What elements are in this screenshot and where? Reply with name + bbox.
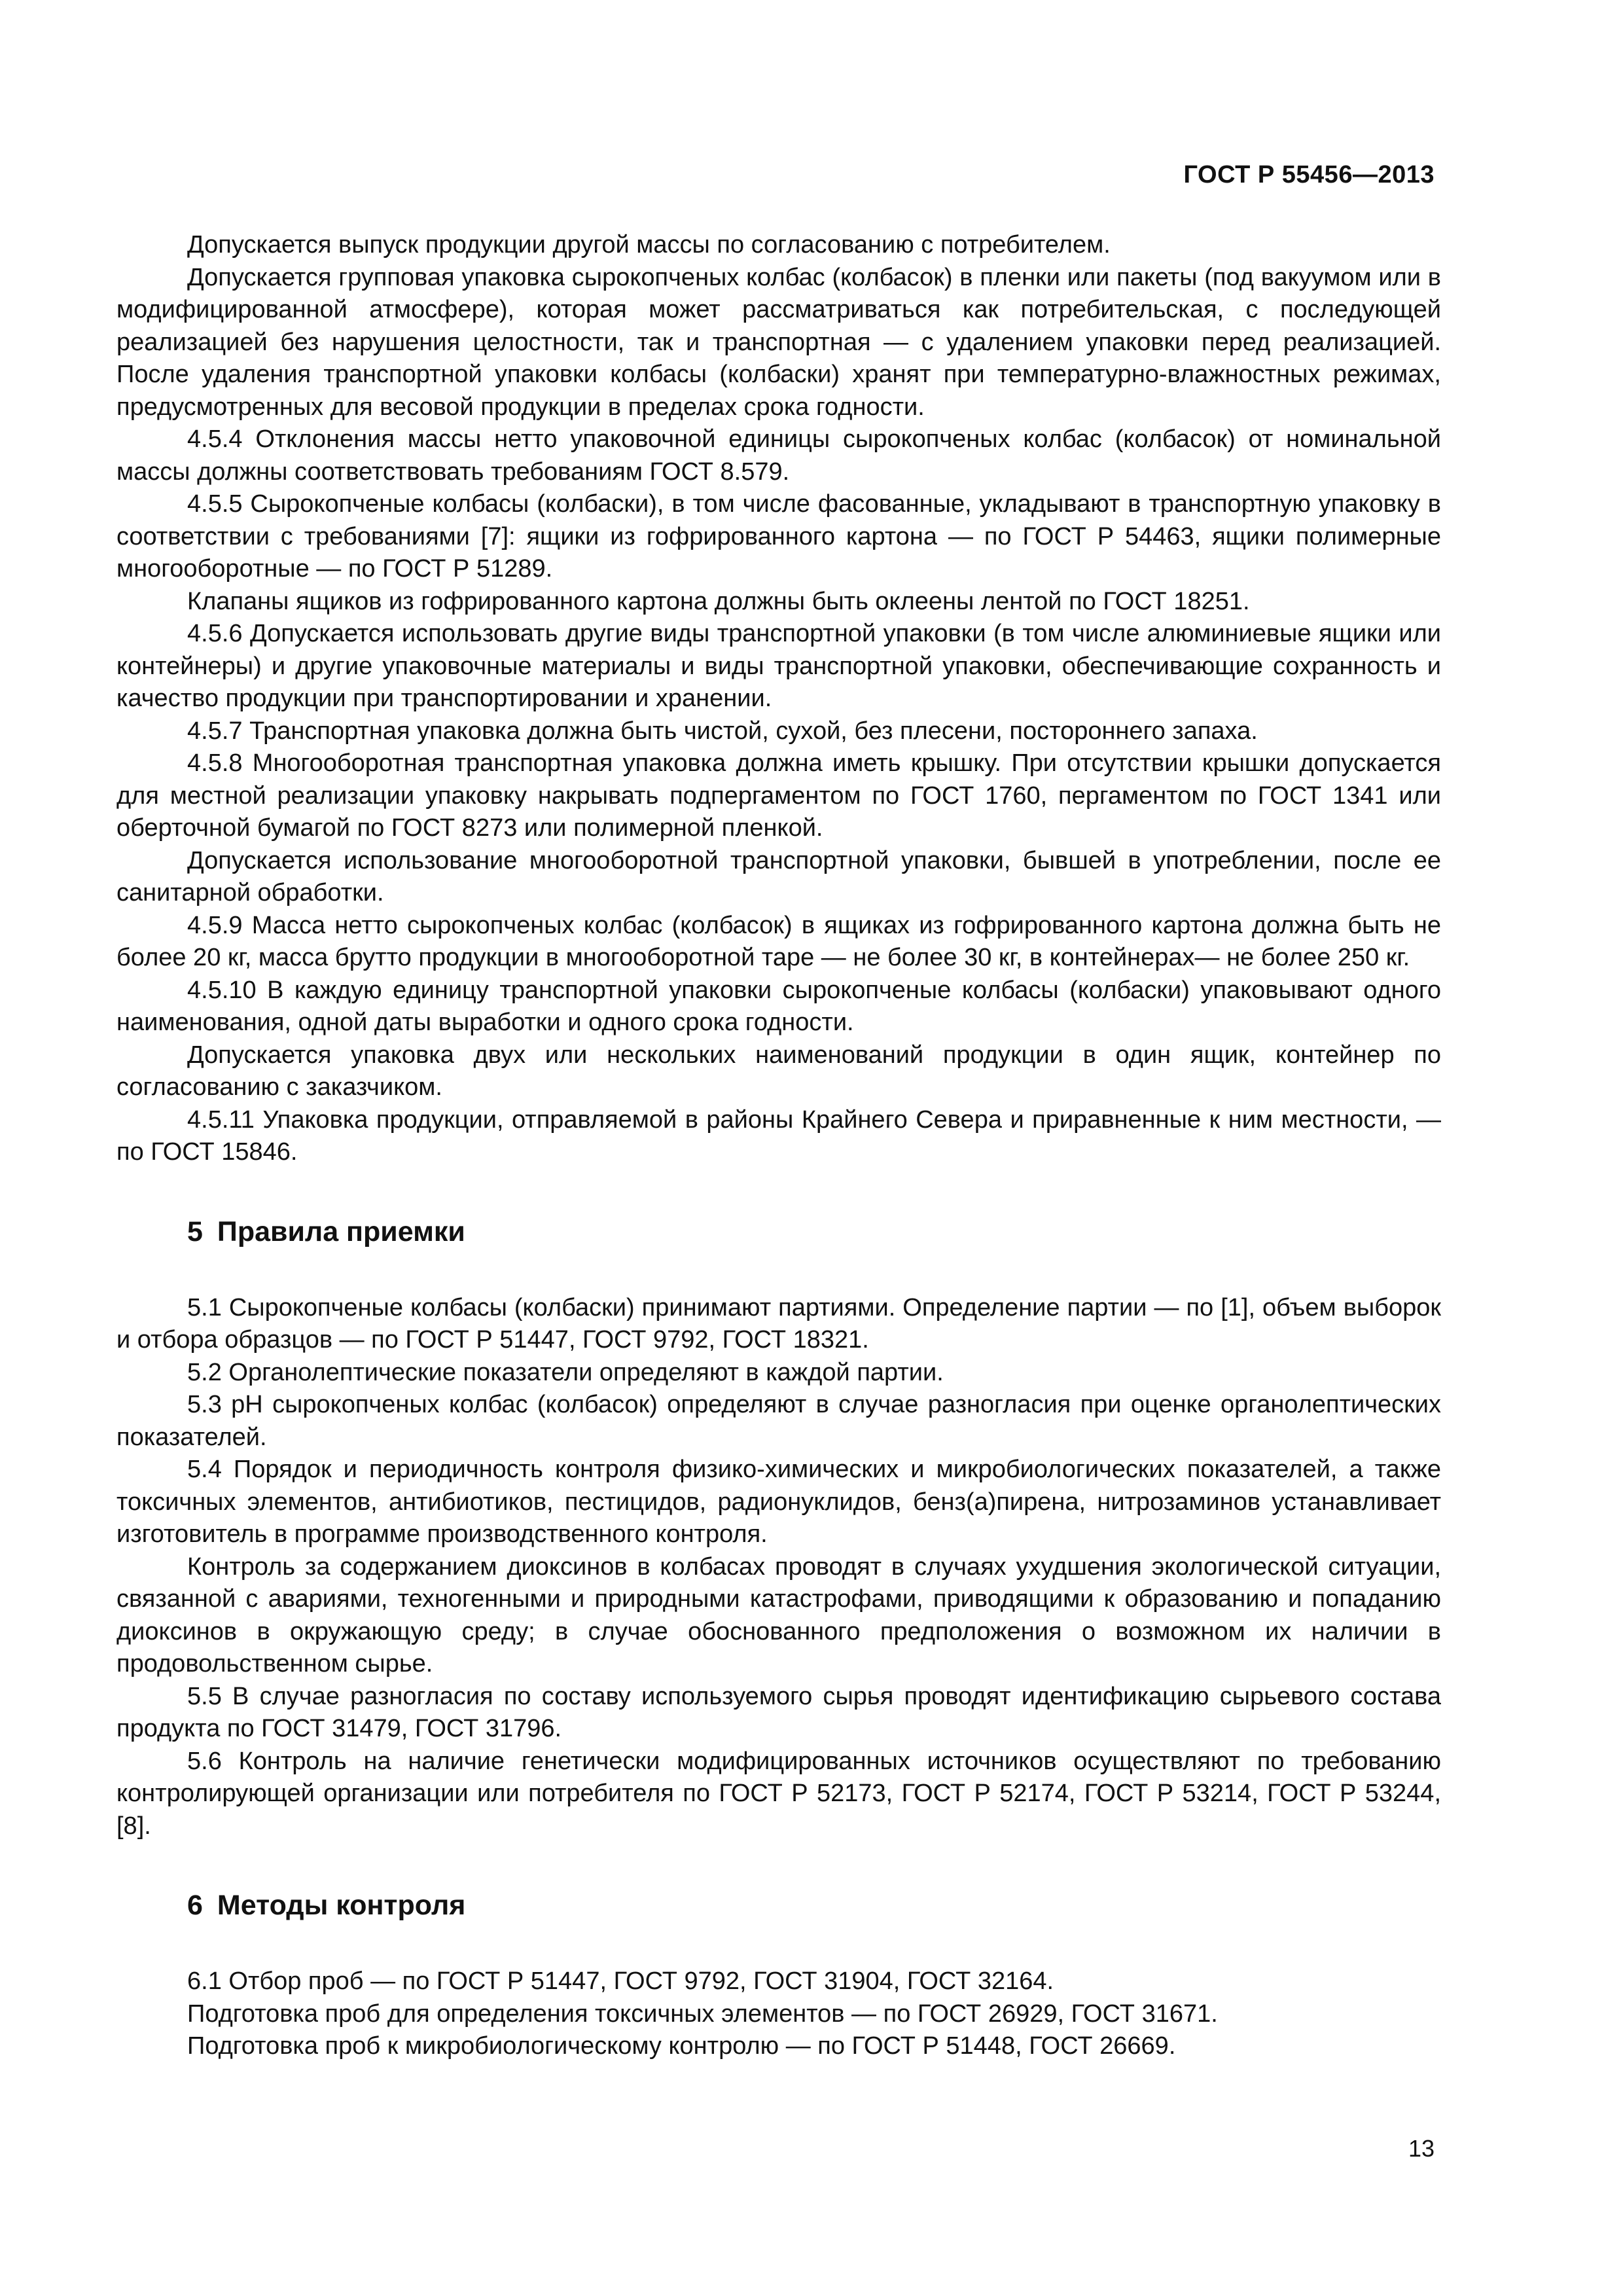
page-number: 13 xyxy=(1408,2135,1435,2162)
paragraph-5-1: 5.1 Сырокопченые колбасы (колбаски) принимают партиями. Определение партии — по [1], объем выборок и отбора образцов — по ГОСТ Р 51447, ГОСТ 9792, ГОСТ 18321. xyxy=(116,1293,1441,1354)
paragraph: Допускается групповая упаковка сырокопченых колбас (колбасок) в пленки или пакеты (под вакуумом или в модифицированной атмосфере), которая может рассматриваться как потребительская, с последующей реализацией без нарушения целостности, так и транспортная — с удалением упаковки перед реализацией. После удаления транспортной упаковки колбасы (колбаски) хранят при температурно-влажностных режимах, предусмотренных для весовой продукции в пределах срока годности. xyxy=(116,263,1441,421)
paragraph-4-5-6: 4.5.6 Допускается использовать другие виды транспортной упаковки (в том числе алюминиевые ящики или контейнеры) и другие упаковочные материалы и виды транспортной упаковки, обеспечивающие сохранность и качество продукции при транспортировании и хранении. xyxy=(116,620,1441,712)
paragraph: Допускается упаковка двух или нескольких наименований продукции в один ящик, контейнер по согласованию с заказчиком. xyxy=(116,1041,1441,1101)
section-6-number: 6 xyxy=(187,1890,203,1921)
paragraph: Клапаны ящиков из гофрированного картона должны быть оклеены лентой по ГОСТ 18251. xyxy=(187,587,1250,615)
section-5-heading xyxy=(116,1213,1441,1250)
paragraph-5-5: 5.5 В случае разногласия по составу используемого сырья проводят идентификацию сырьевого состава продукта по ГОСТ 31479, ГОСТ 31796. xyxy=(116,1682,1441,1742)
paragraph-5-2: 5.2 Органолептические показатели определяют в каждой партии. xyxy=(187,1358,944,1386)
paragraph-6-1: 6.1 Отбор проб — по ГОСТ Р 51447, ГОСТ 9792, ГОСТ 31904, ГОСТ 32164. xyxy=(187,1967,1054,1995)
paragraph: Допускается выпуск продукции другой массы по согласованию с потребителем. xyxy=(187,231,1111,259)
paragraph-5-4: 5.4 Порядок и периодичность контроля физико-химических и микробиологических показателей, а также токсичных элементов, антибиотиков, пестицидов, радионуклидов, бенз(а)пирена, нитрозаминов устанавливает изготовитель в программе производственного контроля. xyxy=(116,1456,1441,1548)
document-id-header: ГОСТ Р 55456—2013 xyxy=(1183,161,1435,188)
paragraph: Подготовка проб для определения токсичных элементов — по ГОСТ 26929, ГОСТ 31671. xyxy=(187,2000,1218,2028)
section-6-title: Методы контроля xyxy=(217,1890,466,1921)
paragraph: Контроль за содержанием диоксинов в колбасах проводят в случаях ухудшения экологической ситуации, связанной с авариями, техногенными и природными катастрофами, приводящими к образованию и попаданию диоксинов в окружающую среду; в случае обоснованного предположения о возможном их наличии в продовольственном сырье. xyxy=(116,1552,1441,1677)
paragraph-4-5-7: 4.5.7 Транспортная упаковка должна быть чистой, сухой, без плесени, постороннего запаха. xyxy=(187,717,1258,745)
paragraph-4-5-10: 4.5.10 В каждую единицу транспортной упаковки сырокопченые колбасы (колбаски) упаковывают одного наименования, одной даты выработки и одного срока годности. xyxy=(116,976,1441,1036)
paragraph-5-3: 5.3 pH сырокопченых колбас (колбасок) определяют в случае разногласия при оценке органолептических показателей. xyxy=(116,1391,1441,1451)
page-body xyxy=(116,229,1441,2063)
section-6-heading xyxy=(116,1887,1441,1924)
paragraph-4-5-9: 4.5.9 Масса нетто сырокопченых колбас (колбасок) в ящиках из гофрированного картона должна быть не более 20 кг, масса брутто продукции в многооборотной таре — не более 30 кг, в контейнерах— не более 250 кг. xyxy=(116,911,1441,971)
section-5-title: Правила приемки xyxy=(217,1215,465,1247)
paragraph-5-6: 5.6 Контроль на наличие генетически модифицированных источников осуществляют по требованию контролирующей организации или потребителя по ГОСТ Р 52173, ГОСТ Р 52174, ГОСТ Р 53214, ГОСТ Р 53244, [8]. xyxy=(116,1747,1441,1840)
paragraph: Допускается использование многооборотной транспортной упаковки, бывшей в употреблении, после ее санитарной обработки. xyxy=(116,846,1441,906)
paragraph-4-5-5: 4.5.5 Сырокопченые колбасы (колбаски), в том числе фасованные, укладывают в транспортную упаковку в соответствии с требованиями [7]: ящики из гофрированного картона — по ГОСТ Р 54463, ящики полимерные многооборотные — по ГОСТ Р 51289. xyxy=(116,490,1441,583)
paragraph-4-5-8: 4.5.8 Многооборотная транспортная упаковка должна иметь крышку. При отсутствии крышки допускается для местной реализации упаковку накрывать подпергаментом по ГОСТ 1760, пергаментом по ГОСТ 1341 или оберточной бумагой по ГОСТ 8273 или полимерной пленкой. xyxy=(116,749,1441,842)
paragraph-4-5-11: 4.5.11 Упаковка продукции, отправляемой в районы Крайнего Севера и приравненные к ним местности, — по ГОСТ 15846. xyxy=(116,1105,1441,1166)
paragraph-4-5-4: 4.5.4 Отклонения массы нетто упаковочной единицы сырокопченых колбас (колбасок) от номинальной массы должны соответствовать требованиям ГОСТ 8.579. xyxy=(116,425,1441,486)
paragraph: Подготовка проб к микробиологическому контролю — по ГОСТ Р 51448, ГОСТ 26669. xyxy=(187,2032,1176,2060)
section-5-number: 5 xyxy=(187,1215,203,1247)
